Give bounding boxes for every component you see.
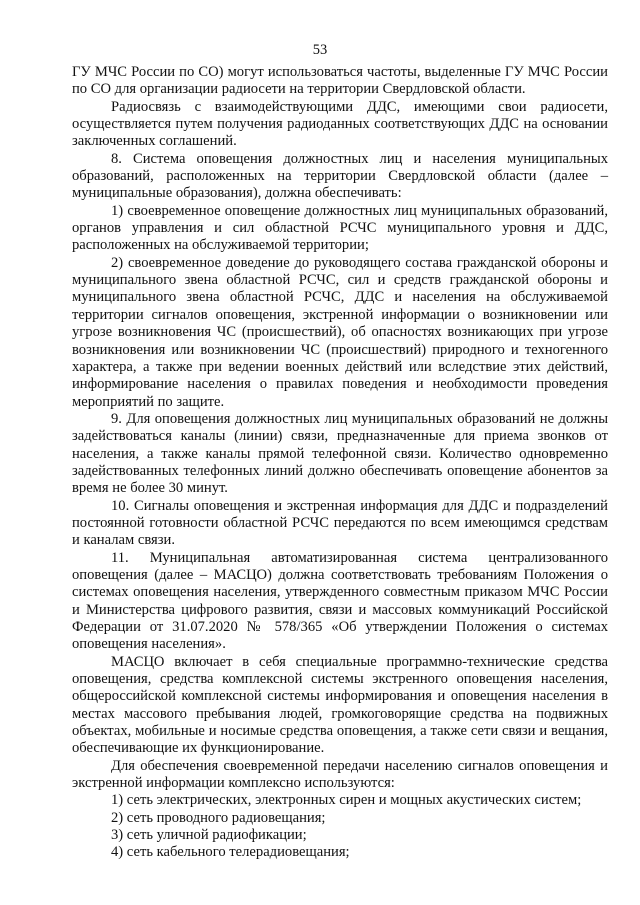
paragraph-continuation: ГУ МЧС России по СО) могут использоваться частоты, выделенные ГУ МЧС России по СО для организации радиосети на территории Свердловской области. [72, 64, 608, 98]
paragraph-means-intro: Для обеспечения своевременной передачи населению сигналов оповещения и экстренной информации комплексно используются: [72, 757, 608, 792]
paragraph-item-8: 8. Система оповещения должностных лиц и населения муниципальных образований, расположенных на территории Свердловской области (далее – муниципальные образования), должна обеспечивать: [72, 150, 608, 202]
paragraph-item-9: 9. Для оповещения должностных лиц муниципальных образований не должны задействоваться каналы (линии) связи, предназначенные для приема звонков от населения, а также каналы прямой телефонной связи. Количество одновременно задействованных телефонных линий должно обеспечивать оповещение абонентов за время не более 30 минут. [72, 410, 608, 497]
paragraph-subitem-8-1: 1) своевременное оповещение должностных лиц муниципальных образований, органов управления и сил областной РСЧС муниципального уровня и ДДС, расположенных на обслуживаемой территории; [72, 202, 608, 254]
page-body [72, 64, 608, 862]
paragraph-item-11: 11. Муниципальная автоматизированная система централизованного оповещения (далее – МАСЦО) должна соответствовать требованиям Положения о системах оповещения населения, утвержденного совместным приказом МЧС России и Министерства цифрового развития, связи и массовых коммуникаций Российской Федерации от 31.07.2020 № 578/365 «Об утверждении Положения о системах оповещения населения». [72, 549, 608, 653]
list-item-3: 3) сеть уличной радиофикации; [111, 827, 307, 844]
paragraph-subitem-8-2: 2) своевременное доведение до руководящего состава гражданской обороны и муниципального звена областной РСЧС, сил и средств гражданской обороны и муниципального звена областной РСЧС, ДДС и населения на обслуживаемой территории сигналов оповещения, экстренной информации о возникновении или угрозе возникновения ЧС (происшествий), об опасностях возникающих при угрозе возникновения или возникновении ЧС (происшествий) природного и техногенного характера, а также при ведении военных действий или вследствие этих действий, информирование населения о правилах поведения и необходимости проведения мероприятий по защите. [72, 254, 608, 410]
list-item-4: 4) сеть кабельного телерадиовещания; [111, 844, 350, 861]
paragraph-radio-link: Радиосвязь с взаимодействующими ДДС, имеющими свои радиосети, осуществляется путем получения радиоданных соответствующих ДДС на основании заключенных соглашений. [72, 98, 608, 150]
paragraph-item-10: 10. Сигналы оповещения и экстренная информация для ДДС и подразделений постоянной готовности областной РСЧС передаются по всем имеющимся средствам и каналам связи. [72, 497, 608, 549]
paragraph-masco-includes: МАСЦО включает в себя специальные программно-технические средства оповещения, средства комплексной системы экстренного оповещения населения, общероссийской комплексной системы информирования и оповещения населения в местах массового пребывания людей, громкоговорящие средства на подвижных объектах, мобильные и носимые средства оповещения, а также сети связи и вещания, обеспечивающие их функционирование. [72, 653, 608, 757]
page-number: 53 [312, 42, 328, 58]
list-item-2: 2) сеть проводного радиовещания; [111, 809, 326, 826]
list-item-1: 1) сеть электрических, электронных сирен и мощных акустических систем; [111, 792, 582, 809]
